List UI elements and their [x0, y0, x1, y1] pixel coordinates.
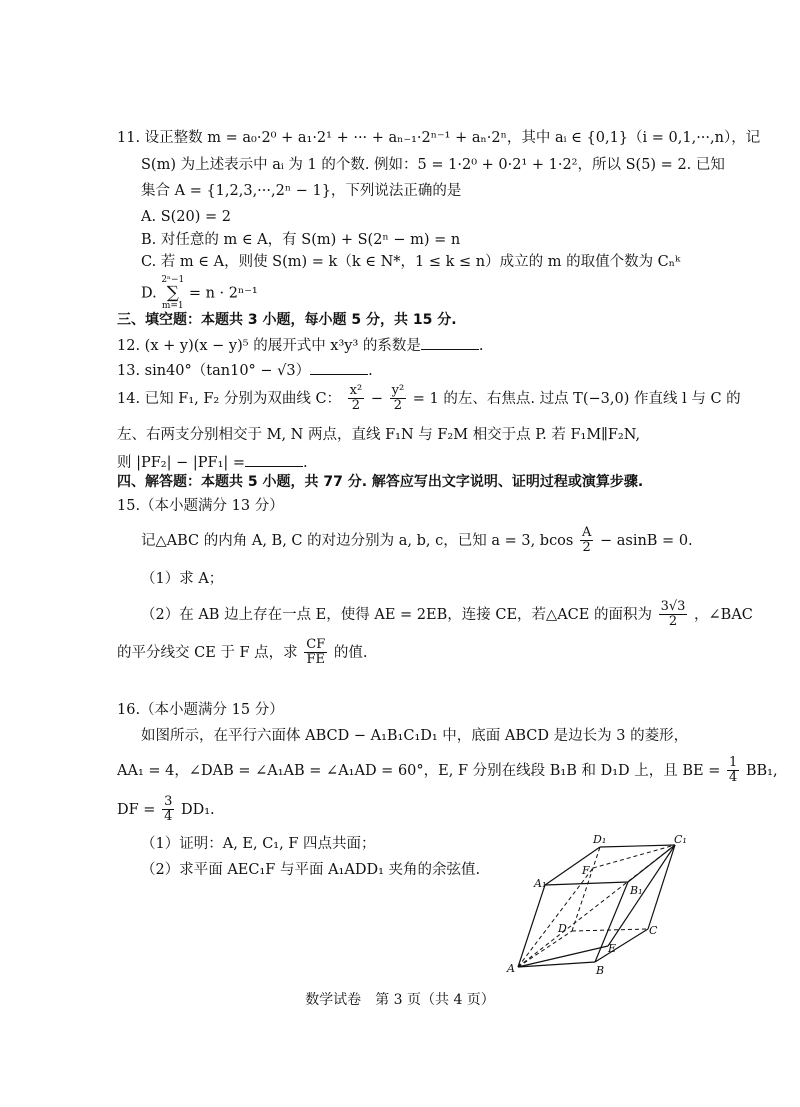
summation: 2ⁿ−1 ∑ m=1 — [161, 275, 185, 311]
fraction: $\frac{\text{x²}}{2}$ — [349, 383, 363, 414]
q16-line2: AA₁ = 4，∠DAB = ∠A₁AB = ∠A₁AD = 60°，E, F 分别在线段 B₁B 和 D₁D 上，且 BE = $\frac{1}{4}$ BB₁, — [117, 755, 778, 786]
q11-line3: 集合 A = {1,2,3,···,2ⁿ − 1}，下列说法正确的是 — [141, 183, 462, 199]
q16-part1: （1）证明：A, E, C₁, F 四点共面； — [141, 836, 376, 852]
label-a: A — [507, 962, 515, 975]
label-d1: D₁ — [593, 833, 607, 846]
edge-dc — [572, 929, 648, 931]
label-e: E — [608, 942, 617, 955]
answer-blank[interactable] — [245, 452, 303, 467]
page-footer: 数学试卷 第 3 页（共 4 页） — [305, 992, 495, 1008]
fraction: $\frac{A}{2}$ — [581, 525, 592, 556]
fraction: $\frac{\text{y²}}{2}$ — [391, 383, 405, 414]
edge-cc1 — [648, 845, 675, 929]
label-d: D — [558, 922, 567, 935]
label-f: F — [582, 864, 590, 877]
q15-part2-cont: 的平分线交 CE 于 F 点，求 $\frac{CF}{FE}$ 的值. — [117, 637, 368, 668]
section-solve-heading: 四、解答题：本题共 5 小题，共 77 分. 解答应写出文字说明、证明过程或演算步骤. — [117, 474, 644, 490]
section-fill-in-heading: 三、填空题：本题共 3 小题，每小题 5 分，共 15 分. — [117, 312, 457, 328]
q14-line2: 左、右两支分别相交于 M, N 两点，直线 F₁N 与 F₂M 相交于点 P. 若 F₁M∥F₂N, — [117, 427, 641, 443]
q15-line1: 记△ABC 的内角 A, B, C 的对边分别为 a, b, c，已知 a = 3, bcos $\frac{A}{2}$ − asinB = 0. — [141, 525, 693, 556]
edge-aa1 — [518, 885, 545, 967]
fraction: $\frac{CF}{FE}$ — [306, 637, 326, 668]
q15-part1: （1）求 A； — [141, 571, 224, 587]
edge-a1d1 — [545, 847, 600, 885]
answer-blank[interactable] — [421, 335, 479, 350]
label-a1: A₁ — [534, 877, 547, 890]
edge-ad — [518, 931, 572, 967]
q12: 12. (x + y)(x − y)⁵ 的展开式中 x³y³ 的系数是 . — [117, 335, 484, 355]
edge-dd1 — [572, 847, 600, 931]
q14-line1: 14. 已知 F₁, F₂ 分别为双曲线 C： $\frac{\text{x²}}{2}$ − $\frac{\text{y²}}{2}$ = 1 的左、右焦点. 过点 T(−3,0) 作直线 l 与 C 的 — [117, 383, 741, 414]
q11-option-d: D. 2ⁿ−1 ∑ m=1 = n · 2ⁿ⁻¹ — [141, 275, 258, 311]
edge-bc — [595, 929, 648, 962]
q11-option-a: A. S(20) = 2 — [141, 209, 231, 225]
fraction: $\frac{1}{4}$ — [728, 755, 738, 786]
label-b1: B₁ — [630, 884, 643, 897]
parallelepiped-figure — [500, 830, 700, 980]
label-b: B — [596, 964, 605, 977]
fraction: $\frac{3√3}{2}$ — [660, 599, 686, 630]
label-c: C — [649, 924, 658, 937]
q11-line2: S(m) 为上述表示中 aᵢ 为 1 的个数. 例如：5 = 1·2⁰ + 0·2¹ + 1·2²，所以 S(5) = 2. 已知 — [141, 157, 725, 173]
q15-heading: 15.（本小题满分 13 分） — [117, 498, 284, 514]
edge-a1b1 — [545, 882, 628, 885]
q11-option-b: B. 对任意的 m ∈ A，有 S(m) + S(2ⁿ − m) = n — [141, 232, 461, 248]
q13: 13. sin40°（tan10° − √3） . — [117, 360, 373, 380]
edge-d1c1 — [600, 845, 675, 847]
answer-blank[interactable] — [310, 360, 368, 375]
q16-part2: （2）求平面 AEC₁F 与平面 A₁ADD₁ 夹角的余弦值. — [141, 862, 481, 878]
fraction: $\frac{3}{4}$ — [164, 794, 173, 825]
label-c1: C₁ — [674, 833, 687, 846]
q11-option-c: C. 若 m ∈ A，则使 S(m) = k（k ∈ N*，1 ≤ k ≤ n）成立的 m 的取值个数为 Cₙᵏ — [141, 254, 681, 270]
q16-line3: DF = $\frac{3}{4}$ DD₁. — [117, 794, 215, 825]
q15-part2: （2）在 AB 边上存在一点 E，使得 AE = 2EB，连接 CE，若△ACE 的面积为 $\frac{3√3}{2}$ ，∠BAC — [141, 599, 753, 630]
q14-line3: 则 |PF₂| − |PF₁| = . — [117, 452, 308, 472]
q16-heading: 16.（本小题满分 15 分） — [117, 702, 284, 718]
q16-line1: 如图所示，在平行六面体 ABCD − A₁B₁C₁D₁ 中，底面 ABCD 是边长为 3 的菱形， — [141, 728, 689, 744]
q11-line1: 11. 设正整数 m = a₀·2⁰ + a₁·2¹ + ··· + aₙ₋₁·2ⁿ⁻¹ + aₙ·2ⁿ，其中 aᵢ ∈ {0,1}（i = 0,1,···,n），记 — [117, 130, 761, 146]
